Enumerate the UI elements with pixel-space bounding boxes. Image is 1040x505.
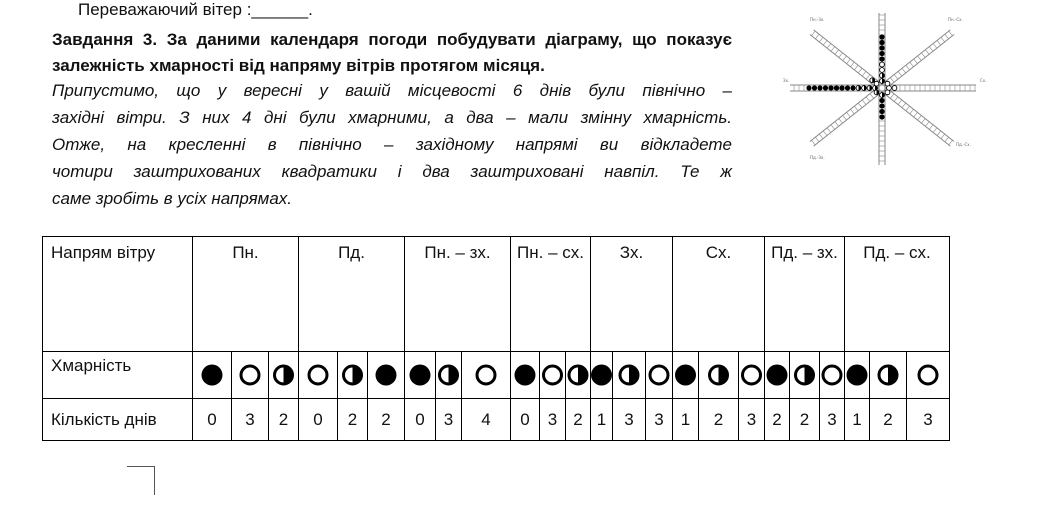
cloud-half-icon (870, 363, 906, 387)
cloud-full-icon (845, 363, 869, 387)
rose-axis-line (810, 35, 880, 91)
rose-tick (827, 44, 831, 49)
cloud-symbol-cell (269, 352, 299, 399)
rose-cloud-empty-mark (885, 81, 890, 86)
day-count-cell: 3 (540, 399, 566, 441)
day-count-cell: 3 (820, 399, 845, 441)
cloud-half-icon (338, 363, 367, 387)
cloud-half-icon (790, 363, 819, 387)
rose-tick (929, 125, 933, 130)
rose-tick (941, 37, 945, 42)
direction-header: Зх. (591, 237, 673, 352)
day-count-cell: 3 (907, 399, 950, 441)
day-count-cell: 1 (591, 399, 613, 441)
direction-header: Пн. (193, 237, 299, 352)
rose-tick (933, 44, 937, 49)
rose-tick (890, 94, 894, 99)
rose-cloud-full-mark (879, 40, 884, 45)
cloud-symbol-cell (699, 352, 739, 399)
cloud-empty-icon (820, 363, 844, 387)
cloud-full-icon (368, 363, 404, 387)
rose-cloud-full-mark (839, 85, 844, 90)
rose-cloud-full-mark (845, 85, 850, 90)
task-explanation (52, 77, 732, 212)
cloud-half-icon (566, 363, 590, 387)
day-count-cell: 0 (193, 399, 232, 441)
diagram-label-ne: Пн.-Сх. (948, 17, 963, 22)
rose-tick (914, 112, 918, 117)
cloud-symbol-cell (338, 352, 368, 399)
diagram-label-sw: Пд.-Зх. (810, 155, 825, 160)
rose-tick (823, 40, 827, 45)
rose-tick (906, 106, 910, 111)
rose-axis-line (884, 86, 954, 142)
cloud-symbol-cell (907, 352, 950, 399)
cloud-full-icon (765, 363, 789, 387)
rose-tick (921, 119, 925, 124)
rose-cloud-full-mark (879, 51, 884, 56)
rose-tick (914, 59, 918, 64)
rose-tick (918, 115, 922, 120)
rose-cloud-full-mark (823, 85, 828, 90)
explanation-line: саме зробіть в усіх напрямах. (52, 189, 293, 208)
rose-tick (858, 68, 862, 73)
explanation-line: західні вітри. З них 4 дні були хмарними, а два – мали змінну хмарність. (52, 108, 732, 127)
rose-tick (843, 115, 847, 120)
cloud-symbol-cell (368, 352, 405, 399)
day-count-cell: 0 (405, 399, 436, 441)
rose-tick (898, 71, 902, 76)
explanation-line: чотири заштрихованих квадратики і два заштриховані навпіл. Те ж (52, 162, 732, 181)
rose-cloud-full-mark (879, 103, 884, 108)
corner-mark (127, 466, 155, 495)
rose-tick (949, 31, 953, 36)
day-count-cell: 3 (613, 399, 646, 441)
cloud-symbol-cell (765, 352, 790, 399)
rose-tick (812, 140, 816, 145)
cloud-full-icon (591, 363, 612, 387)
table-row (43, 237, 950, 352)
direction-header: Пд. – сх. (845, 237, 950, 352)
rose-tick (902, 103, 906, 108)
rose-tick (898, 100, 902, 105)
rose-cloud-full-mark (817, 85, 822, 90)
day-count-cell: 2 (338, 399, 368, 441)
cloud-symbol-cell (613, 352, 646, 399)
day-count-cell: 2 (870, 399, 907, 441)
rose-tick (937, 131, 941, 136)
rose-tick (894, 75, 898, 80)
cloud-empty-icon (907, 363, 949, 387)
wind-direction-header: Напрям вітру (43, 237, 193, 352)
direction-header: Пд. (299, 237, 405, 352)
explanation-line: Отже, на кресленні в північно – західному напрямі ви відкладете (52, 135, 732, 154)
cloud-half-icon (269, 363, 298, 387)
day-count-cell: 3 (739, 399, 765, 441)
rose-cloud-full-mark (879, 114, 884, 119)
day-count-cell: 2 (765, 399, 790, 441)
cloud-empty-icon (232, 363, 268, 387)
rose-tick (941, 134, 945, 139)
cloud-symbol-cell (646, 352, 673, 399)
rose-cloud-full-mark (850, 85, 855, 90)
cloud-empty-icon (646, 363, 672, 387)
rose-tick (862, 71, 866, 76)
rose-tick (937, 40, 941, 45)
rose-tick (819, 134, 823, 139)
rose-tick (862, 100, 866, 105)
rose-tick (815, 137, 819, 142)
rose-axis-line (884, 35, 954, 91)
cloud-empty-icon (540, 363, 565, 387)
diagram-label-e: Сх. (980, 78, 987, 83)
cloud-symbol-cell (845, 352, 870, 399)
rose-tick (839, 53, 843, 58)
rose-tick (918, 56, 922, 61)
rose-cloud-full-mark (879, 98, 884, 103)
cloud-half-icon (436, 363, 461, 387)
cloud-empty-icon (739, 363, 764, 387)
cloud-symbol-cell (820, 352, 845, 399)
rose-tick (890, 78, 894, 83)
cloud-symbol-cell (232, 352, 269, 399)
rose-tick (902, 68, 906, 73)
cloud-symbol-cell (436, 352, 462, 399)
rose-tick (925, 122, 929, 127)
cloud-full-icon (673, 363, 698, 387)
rose-tick (851, 109, 855, 114)
rose-tick (949, 140, 953, 145)
rose-cloud-full-mark (806, 85, 811, 90)
day-count-cell: 1 (845, 399, 870, 441)
cloud-full-icon (405, 363, 435, 387)
rose-axis-line (880, 90, 950, 146)
day-count-cell: 0 (299, 399, 338, 441)
rose-axis-line (814, 90, 884, 146)
rose-tick (929, 47, 933, 52)
task-heading: Завдання 3. За даними календаря погоди побудувати діаграму, що показує залежність хмарності від напряму вітрів протягом місяця. (52, 30, 732, 75)
days-count-header: Кількість днів (43, 399, 193, 441)
direction-header: Пн. – зх. (405, 237, 511, 352)
rose-tick (933, 128, 937, 133)
wind-rose-diagram (780, 6, 995, 166)
rose-tick (910, 109, 914, 114)
direction-header: Сх. (673, 237, 765, 352)
day-count-cell: 2 (699, 399, 739, 441)
rose-tick (921, 53, 925, 58)
rose-tick (827, 128, 831, 133)
direction-header: Пд. – зх. (765, 237, 845, 352)
explanation-line: Припустимо, що у вересні у вашій місцевості 6 днів були північно – (52, 81, 732, 100)
rose-cloud-empty-mark (885, 90, 890, 95)
day-count-cell: 0 (511, 399, 540, 441)
cloud-symbol-cell (299, 352, 338, 399)
day-count-cell: 3 (646, 399, 673, 441)
rose-tick (906, 65, 910, 70)
day-count-cell: 1 (673, 399, 699, 441)
rose-axis-line (810, 86, 880, 142)
direction-header: Пн. – сх. (511, 237, 591, 352)
cloud-empty-icon (299, 363, 337, 387)
rose-tick (831, 125, 835, 130)
rose-tick (839, 119, 843, 124)
rose-tick (858, 103, 862, 108)
rose-tick (847, 112, 851, 117)
prevailing-wind-line: Переважаючий вітер :______. (78, 0, 313, 19)
day-count-cell: 3 (436, 399, 462, 441)
rose-cloud-full-mark (828, 85, 833, 90)
rose-tick (866, 75, 870, 80)
cloud-symbol-cell (462, 352, 511, 399)
cloud-symbol-cell (790, 352, 820, 399)
diagram-label-w: Зх. (783, 78, 790, 83)
cloud-symbol-cell (591, 352, 613, 399)
cloud-full-icon (511, 363, 539, 387)
cloudiness-table (42, 236, 950, 441)
cloud-symbol-cell (673, 352, 699, 399)
cloud-half-icon (699, 363, 738, 387)
rose-tick (823, 131, 827, 136)
diagram-label-nw: Пн.-Зх. (810, 17, 825, 22)
rose-cloud-empty-mark (880, 68, 885, 73)
day-count-cell: 2 (566, 399, 591, 441)
table-row (43, 352, 950, 399)
cloud-symbol-cell (870, 352, 907, 399)
rose-tick (851, 62, 855, 67)
rose-cloud-full-mark (879, 45, 884, 50)
rose-tick (854, 106, 858, 111)
rose-cloud-empty-mark (874, 81, 879, 86)
table-row (43, 399, 950, 441)
rose-cloud-full-mark (879, 109, 884, 114)
rose-cloud-full-mark (834, 85, 839, 90)
rose-tick (843, 56, 847, 61)
day-count-cell: 2 (368, 399, 405, 441)
diagram-label-se: Пд.-Сх. (956, 142, 971, 147)
rose-cloud-empty-mark (880, 62, 885, 67)
rose-tick (815, 34, 819, 39)
cloudiness-header: Хмарність (43, 352, 193, 399)
rose-cloud-empty-mark (892, 86, 897, 91)
rose-cloud-full-mark (812, 85, 817, 90)
rose-tick (910, 62, 914, 67)
rose-tick (854, 65, 858, 70)
cloud-symbol-cell (511, 352, 540, 399)
rose-cloud-full-mark (879, 56, 884, 61)
rose-tick (945, 34, 949, 39)
day-count-cell: 2 (790, 399, 820, 441)
rose-axis-line (880, 30, 950, 86)
rose-tick (925, 50, 929, 55)
rose-tick (894, 97, 898, 102)
cloud-symbol-cell (566, 352, 591, 399)
cloud-symbol-cell (193, 352, 232, 399)
rose-tick (945, 137, 949, 142)
rose-cloud-full-mark (879, 34, 884, 39)
day-count-cell: 2 (269, 399, 299, 441)
cloud-full-icon (193, 363, 231, 387)
cloud-symbol-cell (405, 352, 436, 399)
cloud-half-icon (613, 363, 645, 387)
cloud-empty-icon (462, 363, 510, 387)
rose-tick (870, 94, 874, 99)
rose-tick (866, 97, 870, 102)
rose-tick (812, 31, 816, 36)
cloud-symbol-cell (739, 352, 765, 399)
rose-tick (835, 50, 839, 55)
rose-tick (847, 59, 851, 64)
day-count-cell: 3 (232, 399, 269, 441)
day-count-cell: 4 (462, 399, 511, 441)
rose-tick (835, 122, 839, 127)
rose-axis-line (814, 30, 884, 86)
cloud-symbol-cell (540, 352, 566, 399)
rose-tick (819, 37, 823, 42)
rose-tick (831, 47, 835, 52)
